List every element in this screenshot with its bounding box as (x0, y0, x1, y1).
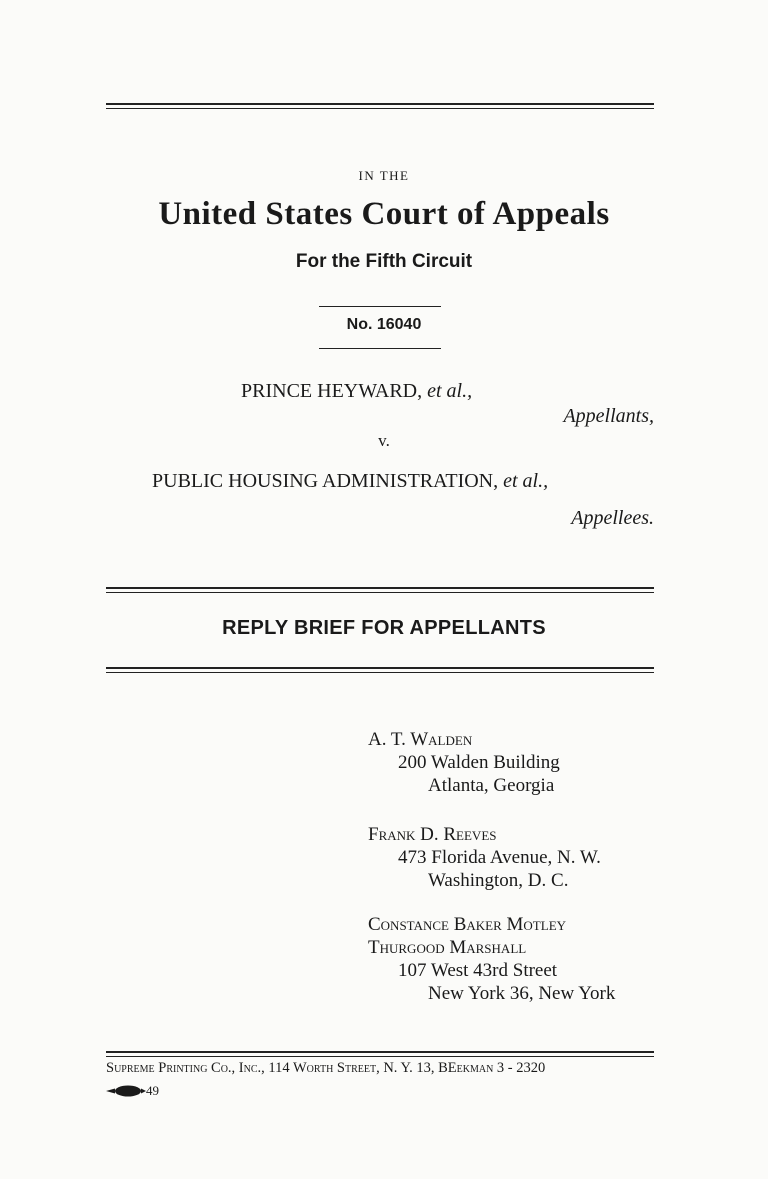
case-number: No. 16040 (346, 316, 422, 333)
union-number: 49 (146, 1083, 159, 1098)
appellee-name: PUBLIC HOUSING ADMINISTRATION, (152, 470, 499, 492)
in-the-label: IN THE (358, 168, 410, 183)
counsel-address-line-1: 200 Walden Building (398, 752, 560, 773)
case-number-bottom-rule (319, 348, 441, 349)
versus: v. (378, 431, 390, 450)
lower-double-rule (106, 667, 654, 669)
union-bug-icon (106, 1084, 146, 1098)
printer-line: Supreme Printing Co., Inc., 114 Worth Street, N. Y. 13, BEekman 3 - 2320 (106, 1060, 546, 1076)
counsel-name: Thurgood Marshall (368, 937, 527, 958)
appellee-line (152, 470, 548, 493)
appellant-name: PRINCE HEYWARD, (241, 380, 423, 402)
counsel-address-line-1: 473 Florida Avenue, N. W. (398, 847, 601, 868)
appellee-et-al: et al., (503, 470, 549, 492)
appellant-et-al: et al., (427, 380, 473, 402)
union-label (106, 1083, 159, 1099)
counsel-name: Frank D. Reeves (368, 824, 497, 845)
counsel-address-line-1: 107 West 43rd Street (398, 960, 558, 981)
counsel-block-3 (368, 913, 615, 1005)
appellee-role: Appellees. (571, 507, 654, 529)
court-name-blackletter: United States Court of Appeals (158, 196, 610, 232)
counsel-block-2 (368, 823, 601, 892)
counsel-address-line-2: Atlanta, Georgia (428, 775, 555, 796)
counsel-address-line-2: Washington, D. C. (428, 870, 569, 891)
counsel-name: Constance Baker Motley (368, 914, 567, 935)
case-number-top-rule (319, 306, 441, 307)
appellant-role: Appellants, (563, 405, 654, 427)
appellant-line (241, 380, 472, 403)
footer-double-rule (106, 1051, 654, 1053)
top-double-rule (106, 103, 654, 105)
counsel-name: A. T. Walden (368, 729, 473, 750)
circuit-line: For the Fifth Circuit (295, 251, 473, 272)
brief-title: REPLY BRIEF FOR APPELLANTS (222, 617, 546, 639)
counsel-address-line-2: New York 36, New York (428, 983, 616, 1004)
counsel-block-1 (368, 728, 560, 797)
mid-double-rule (106, 587, 654, 589)
